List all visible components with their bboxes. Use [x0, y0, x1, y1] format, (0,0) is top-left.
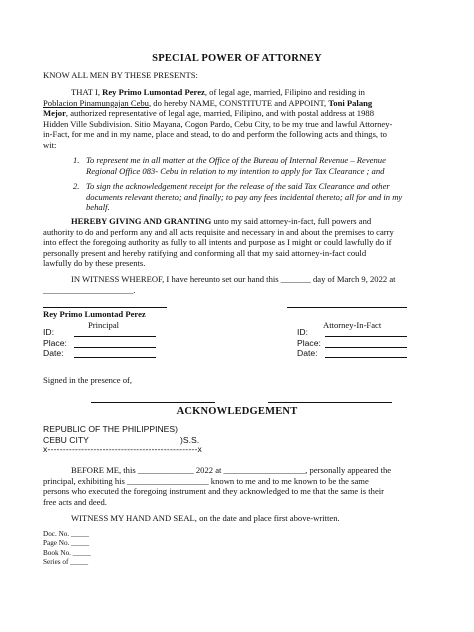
witness-1-line — [91, 402, 215, 403]
notarial-register — [43, 530, 91, 568]
ss-text: )S.S. — [180, 434, 200, 445]
city-line: CEBU CITY — [43, 434, 89, 445]
attorney-name-text: Toni Palang — [328, 97, 373, 108]
book-no-line: Book No. _____ — [43, 548, 91, 557]
signed-presence-text: Signed in the presence of, — [43, 375, 133, 385]
attorney-place-label: Place: — [297, 337, 321, 348]
item-1-line-1: To represent me in all matter at the Office of the Bureau of Internal Revenue – Revenue — [86, 155, 386, 165]
republic-line: REPUBLIC OF THE PHILIPPINES) — [43, 424, 178, 434]
intro-line-2 — [43, 98, 372, 108]
attorney-signature-line — [287, 307, 407, 308]
witness-2-line — [268, 402, 392, 403]
intro-line-4: Hidden Ville Subdivision. Sitio Mayana, Cogon Pardo, Cebu City, to be my true and lawful Attorney- — [43, 118, 393, 129]
intro-line-6: wit: — [43, 139, 57, 150]
attorney-id-line — [325, 336, 407, 337]
before-me-line-4: free acts and deed. — [43, 496, 107, 507]
principal-id-label: ID: — [43, 327, 54, 337]
granting-line-4: personally present and hereby ratifying and conforming all that my said attorney-in-fact could — [43, 247, 367, 258]
intro-appoint-text: , do hereby NAME, CONSTITUTE and APPOINT, — [148, 97, 329, 108]
item-1-line-2: Regional Office 083- Cebu in relation to my intention to apply for Tax Clearance ; and — [86, 165, 385, 176]
principal-signature-name: Rey Primo Lumontad Perez — [43, 309, 146, 319]
know-all-men-line: KNOW ALL MEN BY THESE PRESENTS: — [43, 70, 198, 80]
principal-name-text: Rey Primo Lumontad Perez — [102, 87, 205, 97]
granting-line-1 — [71, 216, 371, 226]
granting-rest-text: unto my said attorney-in-fact, full powers and — [211, 216, 372, 226]
before-me-line-2: principal, exhibiting his ___________________ known to me and to me known to be the same — [43, 475, 369, 486]
principal-date-line — [74, 357, 156, 358]
granting-bold-text: HEREBY GIVING AND GRANTING — [71, 216, 212, 226]
item-2-line-3: behalf. — [86, 202, 110, 212]
attorney-surname-text: Mejor — [43, 108, 66, 118]
attorney-id-label: ID: — [297, 327, 308, 337]
item-2-line-1: To sign the acknowledgement receipt for the release of the said Tax Clearance and other — [86, 181, 390, 191]
intro-line-3 — [43, 108, 374, 118]
x-divider-line: x-------------------------------------------------x — [43, 444, 203, 454]
principal-signature-line — [43, 307, 167, 308]
principal-place-label: Place: — [43, 337, 67, 348]
series-of-line: Series of _____ — [43, 558, 89, 567]
intro-line-5: in-Fact, for me and in my name, place and stead, to do and perform the following acts and things, to — [43, 129, 387, 139]
item-2-number: 2. — [73, 181, 80, 191]
doc-no-line: Doc. No. _____ — [43, 530, 89, 538]
principal-place-line — [74, 347, 156, 348]
granting-line-5: lawfully do by these presents. — [43, 258, 146, 268]
attorney-date-line — [325, 357, 407, 358]
intro-residence-text: , of legal age, married, Filipino and residing in — [204, 87, 365, 97]
intro-that-text: THAT I, — [71, 87, 103, 97]
before-me-line-3: persons who executed the foregoing instrument and they acknowledged to me that the same is their — [43, 486, 385, 496]
witness-hand-seal-text: WITNESS MY HAND AND SEAL, on the date and place first above-written. — [71, 513, 340, 523]
acknowledgement-heading: ACKNOWLEDGEMENT — [176, 406, 298, 417]
principal-id-line — [74, 336, 156, 337]
residence-place-text: Poblacion Pinamungajan Cebu — [43, 97, 149, 108]
granting-line-3: into effect the foregoing authority as fully to all intents and purpose as I might or could lawfully do if — [43, 237, 392, 247]
intro-address-text: , authorized representative of legal age, married, Filipino, and with postal address at 1988 — [65, 108, 374, 118]
attorney-place-line — [325, 347, 407, 348]
principal-label: Principal — [88, 320, 120, 330]
document-title: SPECIAL POWER OF ATTORNEY — [152, 53, 322, 64]
attorney-label: Attorney-In-Fact — [323, 320, 382, 330]
intro-line-1 — [71, 87, 365, 97]
item-2-line-2: documents relevant thereto; and finally; to pay any fees incidental thereto; all for and in my — [86, 191, 403, 202]
page-no-line: Page No. _____ — [43, 539, 90, 548]
item-1-number: 1. — [73, 155, 80, 165]
principal-date-label: Date: — [43, 348, 64, 358]
granting-line-2: authority to do and perform any and all acts requisite and necessary in and about the premises to carry — [43, 226, 394, 237]
before-me-line-1: BEFORE ME, this _____________ 2022 at ___________________, personally appeared the — [71, 465, 392, 475]
attorney-date-label: Date: — [297, 348, 318, 358]
witness-line-1: IN WITNESS WHEREOF, I have hereunto set our hand this _______ day of March 9, 2022 at — [71, 274, 396, 284]
witness-line-2: _____________________. — [43, 284, 136, 295]
